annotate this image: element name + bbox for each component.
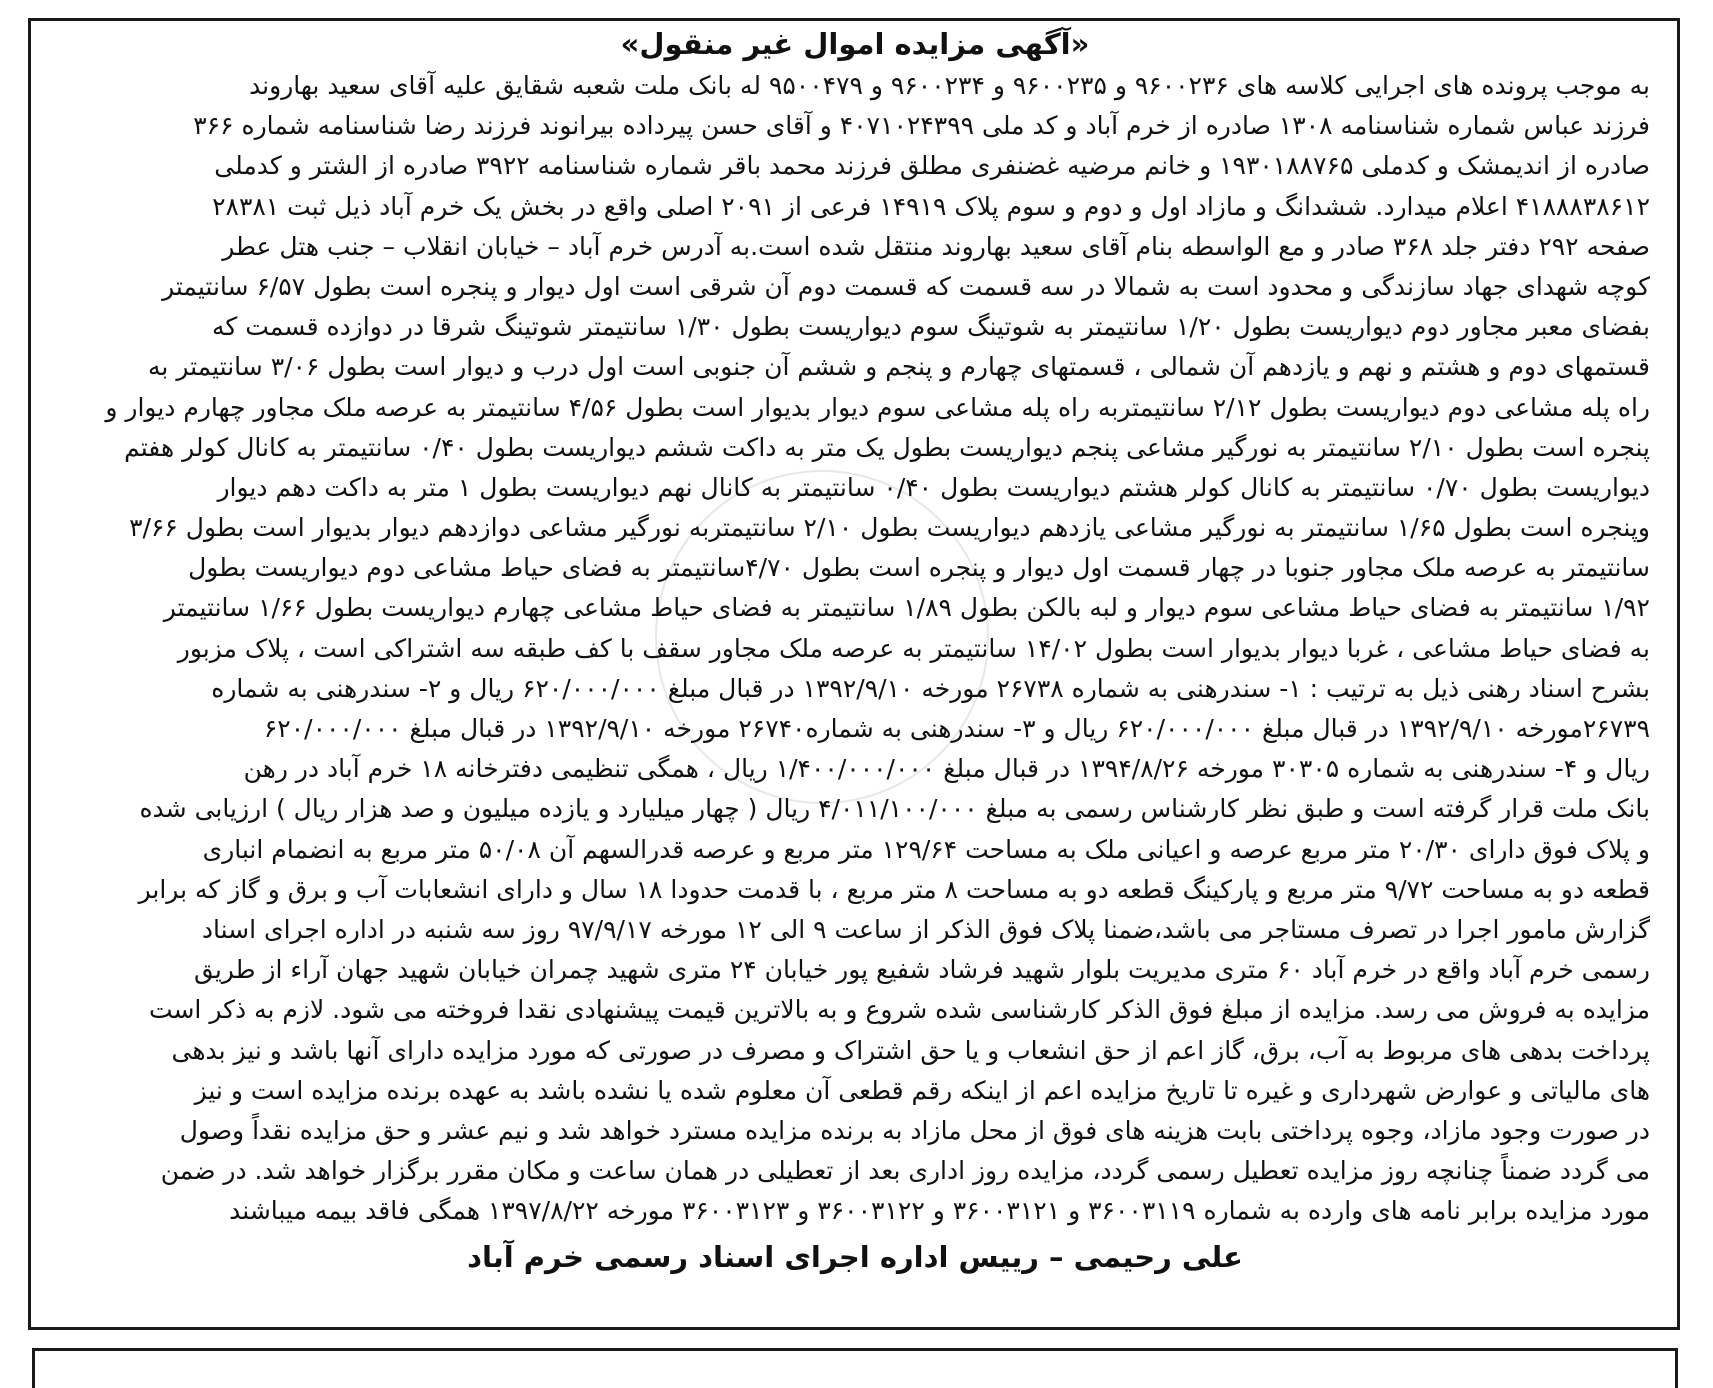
auction-notice: [60, 22, 1650, 1281]
notice-line: می گردد ضمناً چنانچه روز مزایده تعطیل رسمی گردد، مزایده روز اداری بعد از تعطیلی در همان ساعت و مکان مقرر برگزار خواهد شد. در ضمن: [160, 1156, 1650, 1186]
notice-line: ۱/۹۲ سانتیمتر به فضای حیاط مشاعی سوم دیوار و لبه بالکن بطول ۱/۸۹ سانتیمتر به فضای حیاط مشاعی چهارم دیواریست بطول ۱/۶۶ سانتیمتر: [163, 593, 1650, 623]
next-notice-frame: [32, 1348, 1678, 1388]
notice-line: گزارش مامور اجرا در تصرف مستاجر می باشد،ضمنا پلاک فوق الذکر از ساعت ۹ الی ۱۲ مورخه ۹۷/۹/۱۷ روز سه شنبه در اداره اجرای اسناد: [201, 914, 1650, 944]
notice-line: قستمهای دوم و هشتم و نهم و یازدهم آن شمالی ، قسمتهای چهارم و پنجم و ششم آن جنوبی است اول درب و دیوار است بطول ۳/۰۶ سانتیمتر به: [148, 352, 1650, 382]
notice-line: بشرح اسناد رهنی ذیل به ترتیب : ۱- سندرهنی به شماره ۲۶۷۳۸ مورخه ۱۳۹۲/۹/۱۰ در قبال مبلغ ۶۲۰/۰۰۰/۰۰۰ ریال و ۲- سندرهنی به شماره: [211, 673, 1650, 703]
notice-line: صفحه ۲۹۲ دفتر جلد ۳۶۸ صادر و مع الواسطه بنام آقای سعید بهاروند منتقل شده است.به آدرس خرم آباد – خیابان انقلاب – جنب هتل عطر: [222, 231, 1650, 261]
notice-line: رسمی خرم آباد واقع در خرم آباد ۶۰ متری مدیریت بلوار شهید فرشاد شفیع پور خیابان ۲۴ متری شهید چمران خیابان شهید جهان آراء از طریق: [193, 955, 1650, 985]
notice-line: کوچه شهدای جهاد سازندگی و محدود است به شمالا در سه قسمت که قسمت دوم آن شرقی است اول دیوار و پنجره است بطول ۶/۵۷ سانتیمتر: [162, 271, 1650, 301]
notice-line: بفضای معبر مجاور دوم دیواریست بطول ۱/۲۰ سانتیمتر به شوتینگ سوم دیواریست بطول ۱/۳۰ سانتیمتر شوتینگ شرقا در دوازده قسمت که: [212, 312, 1650, 342]
notice-line: و پلاک فوق دارای ۲۰/۳۰ متر مربع عرصه و اعیانی ملک به مساحت ۱۲۹/۶۴ متر مربع و عرصه قدرالسهم آن ۵۰/۰۸ متر مربع به انضمام انباری: [202, 834, 1650, 864]
notice-line: های مالیاتی و عوارض شهرداری و غیره تا تاریخ مزایده اعم از اینکه رقم قطعی آن معلوم شده یا نشده باشد به عهده برنده مزایده است و نیز: [194, 1075, 1650, 1105]
notice-line: دیواریست بطول ۰/۷۰ سانتیمتر به کانال کولر هشتم دیواریست بطول ۰/۴۰ سانتیمتر به کانال نهم دیواریست بطول ۱ متر به داکت دهم دیوار: [217, 472, 1650, 502]
notice-line: پنجره است بطول ۲/۱۰ سانتیمتر به نورگیر مشاعی پنجم دیواریست بطول یک متر به داکت ششم دیواریست بطول ۰/۴۰ سانتیمتر به کانال کولر هفتم: [124, 432, 1650, 462]
notice-line: قطعه دو به مساحت ۹/۷۲ متر مربع و پارکینگ قطعه دو به مساحت ۸ متر مربع ، با قدمت حدودا ۱۸ سال و دارای انشعابات آب و برق و گاز که برابر: [138, 874, 1650, 904]
signature: علی رحیمی – رییس اداره اجرای اسناد رسمی خرم آباد: [467, 1240, 1243, 1275]
notice-line: در صورت وجود مازاد، وجوه پرداختی بابت هزینه های فوق از محل مازاد به برنده مزایده مسترد خواهد شد و نیم عشر و حق مزایده نقداً وصول: [179, 1115, 1650, 1145]
notice-line: مورد مزایده برابر نامه های وارده به شماره ۳۶۰۰۳۱۱۹ و ۳۶۰۰۳۱۲۱ و ۳۶۰۰۳۱۲۲ و ۳۶۰۰۳۱۲۳ مورخه ۱۳۹۷/۸/۲۲ همگی فاقد بیمه میباشند: [229, 1196, 1650, 1226]
notice-line: وپنجره است بطول ۱/۶۵ سانتیمتر به نورگیر مشاعی یازدهم دیواریست بطول ۲/۱۰ سانتیمتربه نورگیر مشاعی دوازدهم دیوار بدیوار است بطول ۳/۶۶: [129, 513, 1650, 543]
notice-title: «آگهی مزایده اموال غیر منقول»: [620, 27, 1090, 61]
notice-line: ریال و ۴- سندرهنی به شماره ۳۰۳۰۵ مورخه ۱۳۹۴/۸/۲۶ در قبال مبلغ ۱/۴۰۰/۰۰۰/۰۰۰ ریال ، همگی تنظیمی دفترخانه ۱۸ خرم آباد در رهن: [243, 754, 1650, 784]
notice-line: به فضای حیاط مشاعی ، غربا دیوار بدیوار است بطول ۱۴/۰۲ سانتیمتر به عرصه ملک مجاور سقف با کف طبقه سه اشتراکی است ، پلاک مزبور: [177, 633, 1650, 663]
notice-line: صادره از اندیمشک و کدملی ۱۹۳۰۱۸۸۷۶۵ و خانم مرضیه غضنفری مطلق فرزند محمد باقر شماره شناسنامه ۳۹۲۲ صادره از الشتر و کدملی: [214, 151, 1650, 181]
notice-line: فرزند عباس شماره شناسنامه ۱۳۰۸ صادره از خرم آباد و کد ملی ۴۰۷۱۰۲۴۳۹۹ و آقای حسن پیرداده بیرانوند فرزند رضا شناسنامه شماره ۳۶۶: [193, 111, 1650, 141]
notice-line: راه پله مشاعی دوم دیواریست بطول ۲/۱۲ سانتیمتربه راه پله مشاعی سوم دیوار بدیوار است بطول ۴/۵۶ سانتیمتر به عرصه ملک مجاور چهارم دیوار و: [105, 392, 1650, 422]
notice-line: به موجب پرونده های اجرایی کلاسه های ۹۶۰۰۲۳۶ و ۹۶۰۰۲۳۵ و ۹۶۰۰۲۳۴ و ۹۵۰۰۴۷۹ له بانک ملت شعبه شقایق علیه آقای سعید بهاروند: [249, 71, 1650, 100]
notice-line: مزایده به فروش می رسد. مزایده از مبلغ فوق الذکر کارشناسی شده شروع و به بالاترین قیمت پیشنهادی نقدا فروخته می شود. لازم به ذکر است: [148, 995, 1650, 1025]
notice-line: سانتیمتر به عرصه ملک مجاور جنوبا در چهار قسمت اول دیوار و پنجره است بطول ۴/۷۰سانتیمتر به فضای حیاط مشاعی دوم دیواریست بطول: [188, 553, 1650, 583]
notice-line: ۴۱۸۸۸۳۸۶۱۲ اعلام میدارد. ششدانگ و مازاد اول و دوم و سوم پلاک ۱۴۹۱۹ فرعی از ۲۰۹۱ اصلی واقع در بخش یک خرم آباد ذیل ثبت ۲۸۳۸۱: [212, 191, 1650, 221]
notice-line: ۲۶۷۳۹مورخه ۱۳۹۲/۹/۱۰ در قبال مبلغ ۶۲۰/۰۰۰/۰۰۰ ریال و ۳- سندرهنی به شماره۲۶۷۴۰ مورخه ۱۳۹۲/۹/۱۰ در قبال مبلغ ۶۲۰/۰۰۰/۰۰۰: [263, 714, 1650, 743]
notice-line: بانک ملت قرار گرفته است و طبق نظر کارشناس رسمی به مبلغ ۴/۰۱۱/۱۰۰/۰۰۰ ریال ( چهار میلیارد و یازده میلیون و صد هزار ریال ) ارزیابی شده: [139, 794, 1650, 824]
notice-line: پرداخت بدهی های مربوط به آب، برق، گاز اعم از حق انشعاب و یا حق اشتراک و مصرف در صورتی که مورد مزایده دارای آنها باشد و نیز بدهی: [171, 1035, 1650, 1065]
